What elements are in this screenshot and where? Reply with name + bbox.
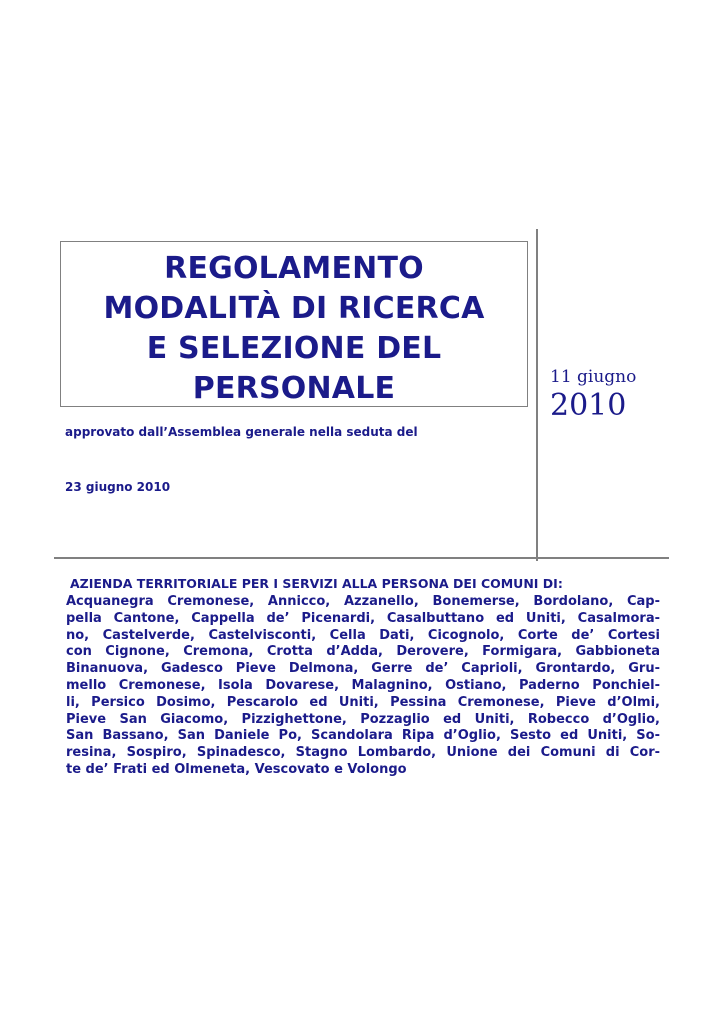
municipalities-line: Binanuova, Gadesco Pieve Delmona, Gerre de’ Caprioli, Grontardo, Gru-	[66, 661, 660, 677]
municipalities-line: San Bassano, San Daniele Po, Scandolara Ripa d’Oglio, Sesto ed Uniti, So-	[66, 728, 660, 744]
approval-date: 23 giugno 2010	[65, 480, 171, 494]
municipalities-line: resina, Sospiro, Spinadesco, Stagno Lombardo, Unione dei Comuni di Cor-	[66, 745, 660, 761]
date-year: 2010	[550, 388, 627, 423]
date-day-month: 11 giugno	[550, 367, 637, 387]
municipalities-list	[66, 594, 660, 779]
municipalities-line: mello Cremonese, Isola Dovarese, Malagnino, Ostiano, Paderno Ponchiel-	[66, 677, 660, 693]
vertical-divider	[536, 229, 538, 561]
approval-text: approvato dall’Assemblea generale nella seduta del	[65, 425, 418, 439]
municipalities-line: no, Castelverde, Castelvisconti, Cella Dati, Cicognolo, Corte de’ Cortesi	[66, 627, 660, 643]
document-title-line-1: REGOLAMENTO	[164, 251, 424, 286]
municipalities-line: con Cignone, Cremona, Crotta d’Adda, Derovere, Formigara, Gabbioneta	[66, 644, 660, 660]
organization-heading: AZIENDA TERRITORIALE PER I SERVIZI ALLA PERSONA DEI COMUNI DI:	[70, 576, 563, 591]
document-title-line-3: E SELEZIONE DEL	[146, 331, 442, 366]
municipalities-line: Pieve San Giacomo, Pizzighettone, Pozzaglio ed Uniti, Robecco d’Oglio,	[66, 711, 660, 727]
municipalities-line: te de’ Frati ed Olmeneta, Vescovato e Volongo	[66, 761, 407, 777]
document-title-line-4: PERSONALE	[192, 371, 396, 406]
document-title-line-2: MODALITÀ DI RICERCA	[103, 291, 485, 326]
municipalities-line: pella Cantone, Cappella de’ Picenardi, Casalbuttano ed Uniti, Casalmora-	[66, 610, 660, 626]
title-box	[60, 241, 528, 407]
municipalities-line: Acquanegra Cremonese, Annicco, Azzanello, Bonemerse, Bordolano, Cap-	[66, 594, 660, 609]
municipalities-line: li, Persico Dosimo, Pescarolo ed Uniti, Pessina Cremonese, Pieve d’Olmi,	[66, 694, 660, 710]
horizontal-divider	[54, 557, 669, 559]
